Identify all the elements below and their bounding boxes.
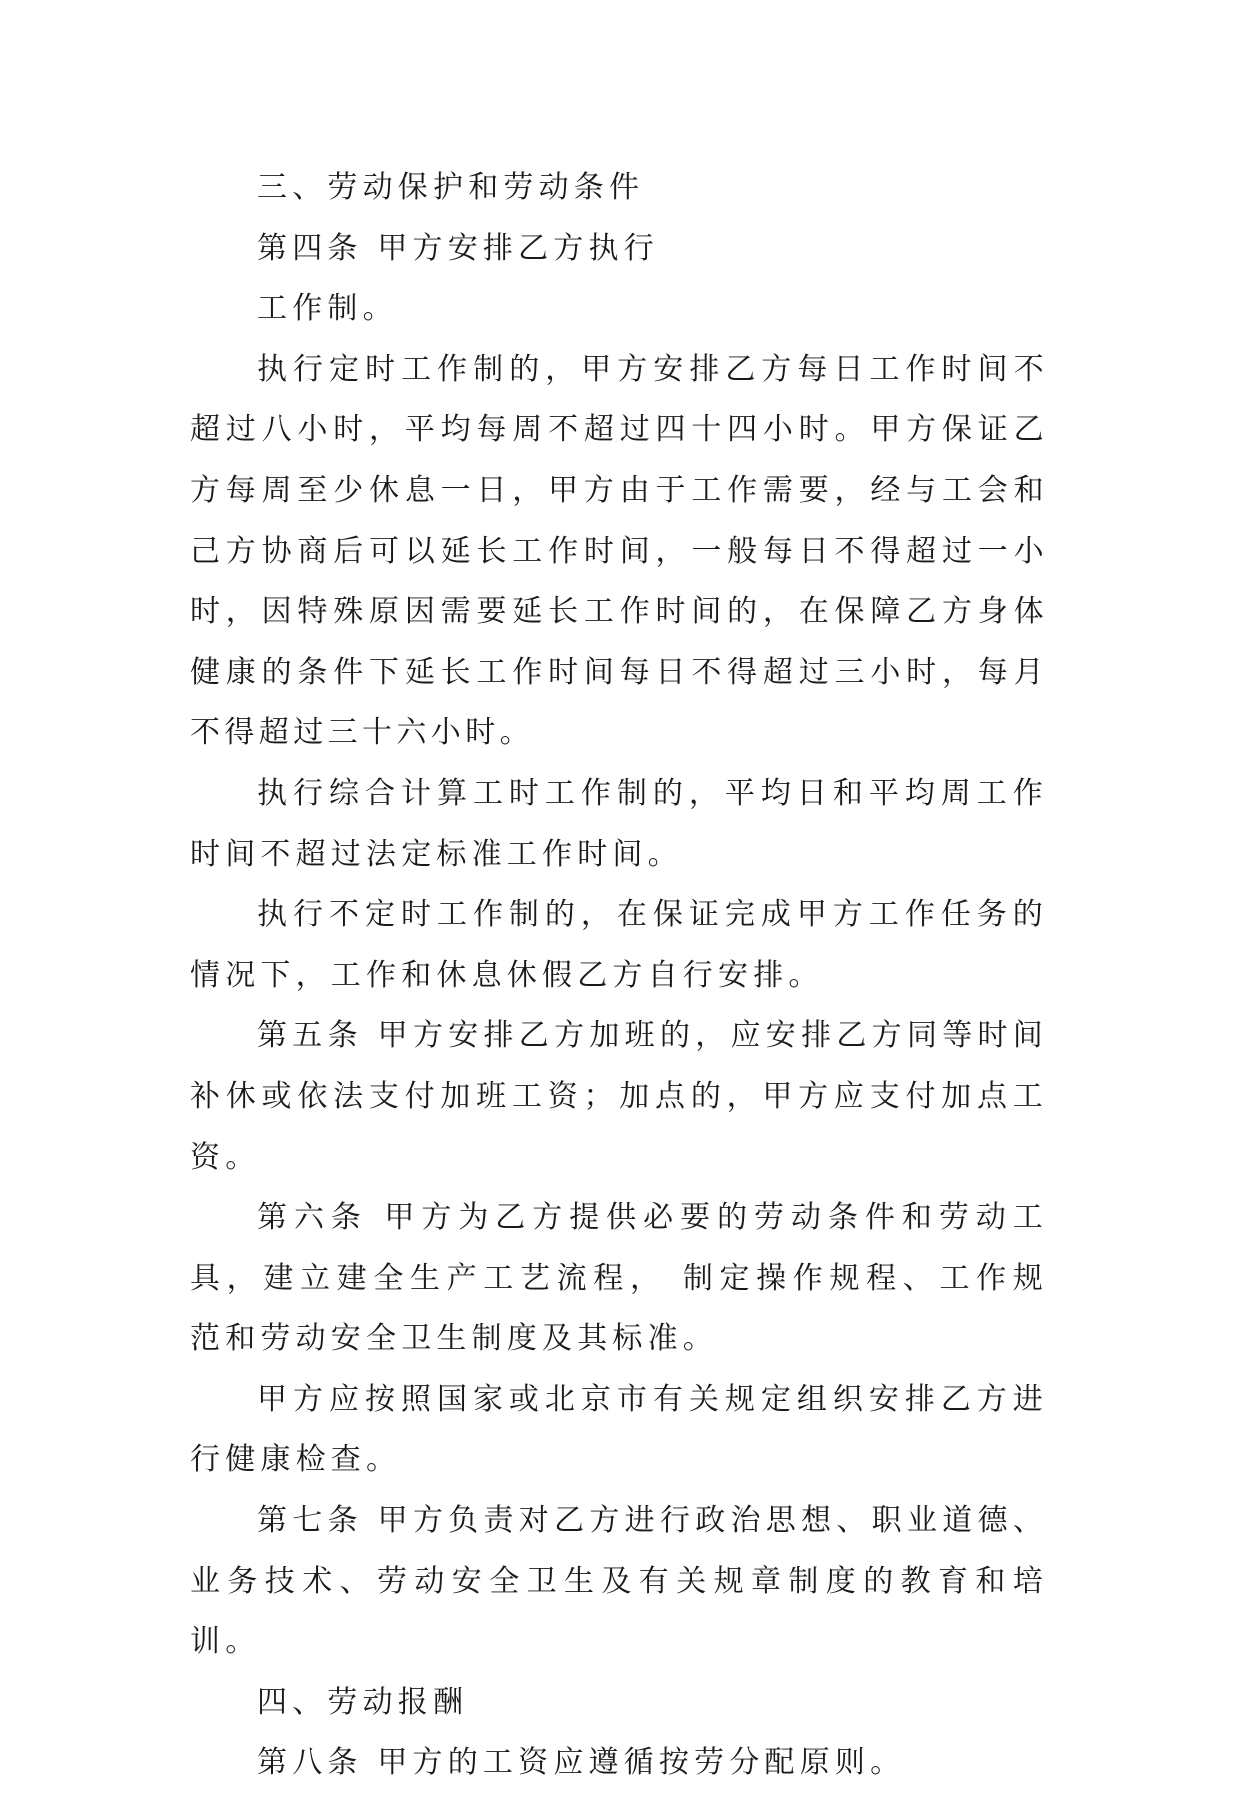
article-4-heading: 第四条 甲方安排乙方执行 (257, 230, 659, 266)
article-8-wages: 第八条 甲方的工资应遵循按劳分配原则。 (257, 1745, 906, 1781)
article-6-working-conditions: 第六条 甲方为乙方提供必要的劳动条件和劳动工具，建立建全生产工艺流程， 制定操作规程、工作规范和劳动安全卫生制度及其标准。 (190, 1200, 1048, 1357)
document-body (190, 158, 1048, 1794)
article-4-work-system: 工作制。 (257, 291, 398, 327)
article-7-training: 第七条 甲方负责对乙方进行政治思想、职业道德、业务技术、劳动安全卫生及有关规章制度的教育和培训。 (190, 1503, 1048, 1660)
paragraph-fixed-hours: 执行定时工作制的，甲方安排乙方每日工作时间不超过八小时，平均每周不超过四十四小时。甲方保证乙方每周至少休息一日，甲方由于工作需要，经与工会和己方协商后可以延长工作时间，一般每日不得超过一小时，因特殊原因需要延长工作时间的，在保障乙方身体健康的条件下延长工作时间每日不得超过三小时，每月不得超过三十六小时。 (190, 351, 1048, 751)
article-5-overtime: 第五条 甲方安排乙方加班的，应安排乙方同等时间补休或依法支付加班工资；加点的，甲方应支付加点工资。 (190, 1018, 1048, 1175)
paragraph-health-check: 甲方应按照国家或北京市有关规定组织安排乙方进行健康检查。 (190, 1381, 1048, 1478)
paragraph-flexible-hours: 执行不定时工作制的，在保证完成甲方工作任务的情况下，工作和休息休假乙方自行安排。 (190, 897, 1048, 993)
paragraph-comprehensive-hours: 执行综合计算工时工作制的，平均日和平均周工作时间不超过法定标准工作时间。 (190, 775, 1048, 872)
section-heading-remuneration: 四、劳动报酬 (257, 1684, 469, 1720)
section-heading-labor-protection: 三、劳动保护和劳动条件 (257, 170, 645, 205)
